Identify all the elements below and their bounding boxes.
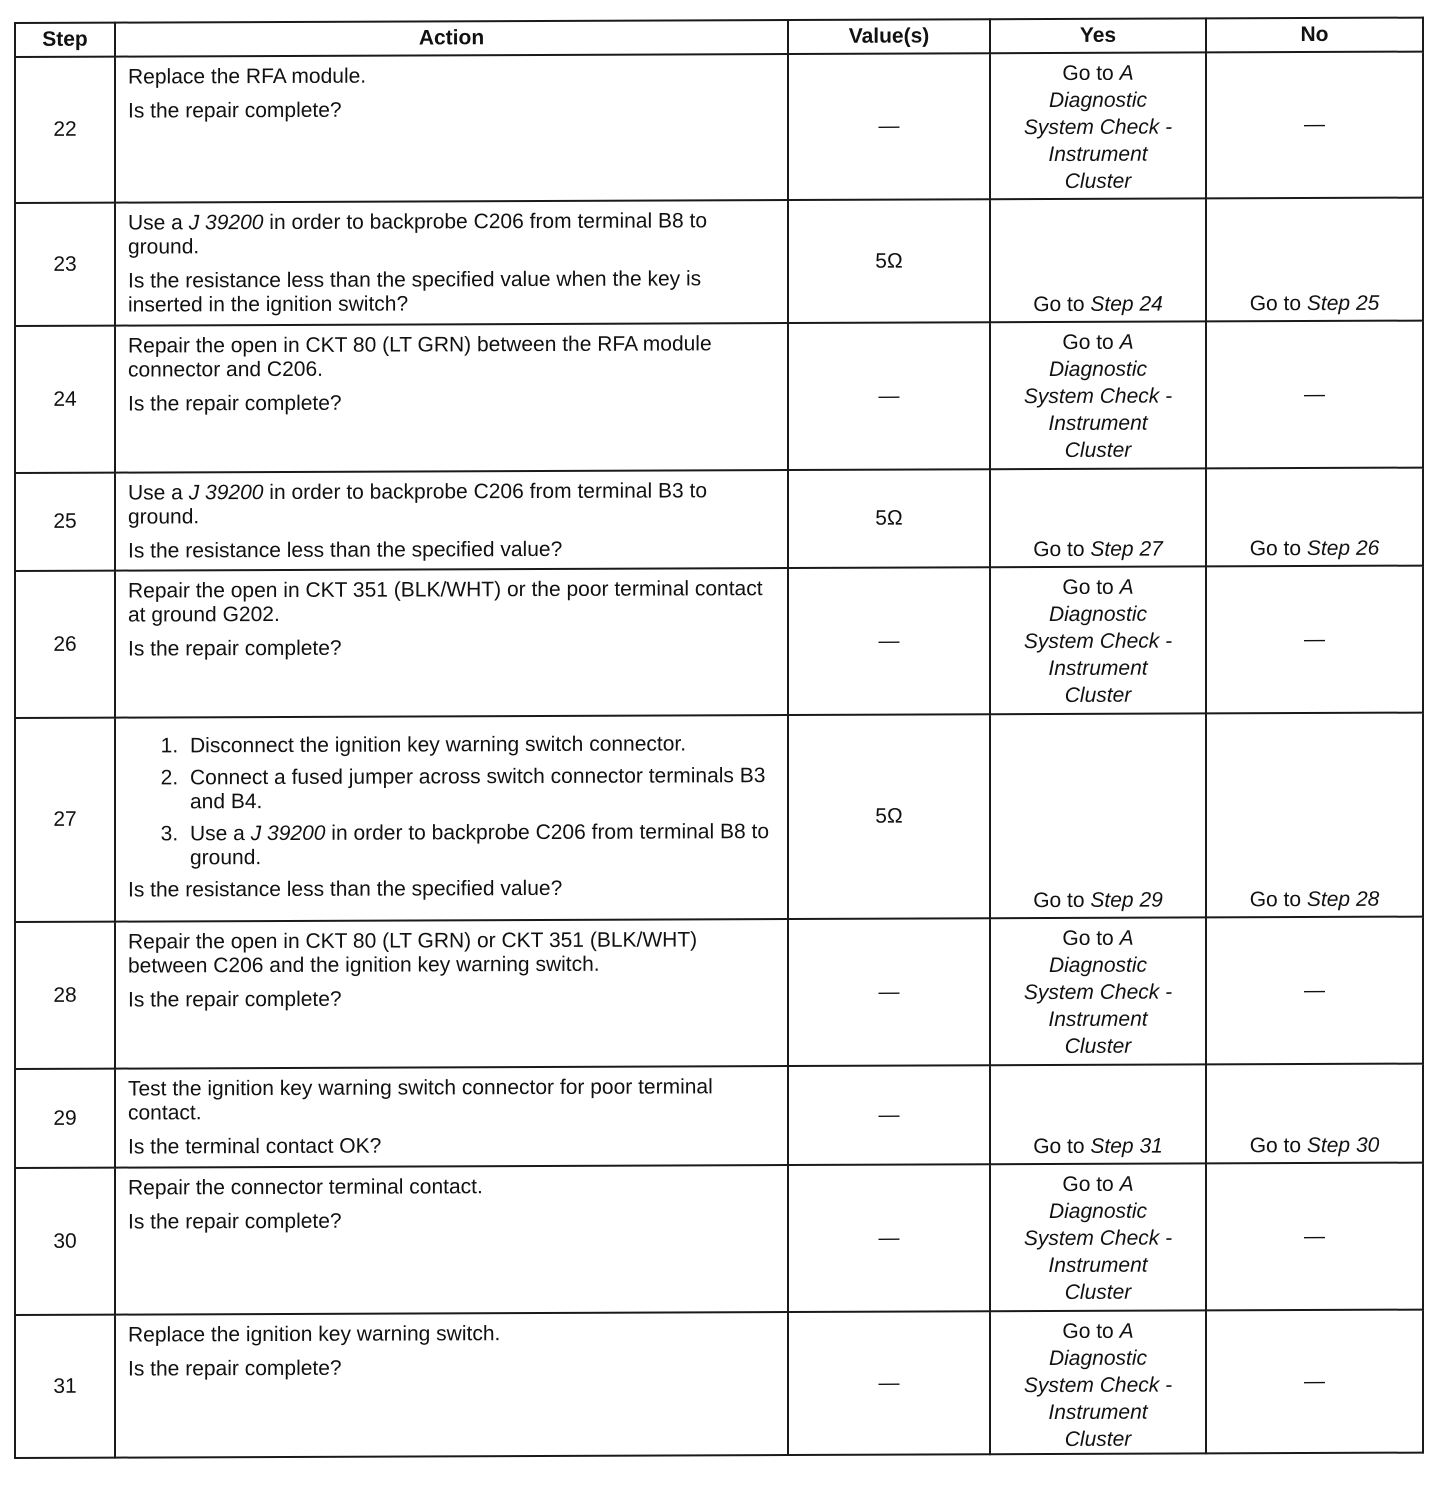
value-cell: — bbox=[788, 1065, 990, 1165]
tool-name: J 39200 bbox=[188, 211, 264, 235]
step-number: 22 bbox=[15, 57, 115, 203]
value-cell: — bbox=[788, 567, 990, 715]
action-question: Is the repair complete? bbox=[128, 98, 342, 123]
diag-link-line[interactable]: Cluster bbox=[1064, 683, 1132, 707]
step-link[interactable]: Step 30 bbox=[1306, 1133, 1380, 1158]
diag-link-line[interactable]: Cluster bbox=[1064, 1280, 1132, 1304]
diag-link-a[interactable]: A bbox=[1119, 926, 1134, 950]
header-no: No bbox=[1206, 18, 1423, 53]
step-number: 25 bbox=[15, 473, 115, 571]
go-to-text: Go to bbox=[1033, 292, 1085, 317]
value-cell: — bbox=[788, 322, 990, 470]
yes-cell bbox=[990, 1310, 1206, 1454]
no-cell: — bbox=[1206, 1163, 1423, 1311]
diag-link-a[interactable]: A bbox=[1119, 1319, 1134, 1343]
diag-link-line[interactable]: Diagnostic bbox=[1048, 953, 1148, 978]
diag-link-line[interactable]: Diagnostic bbox=[1048, 357, 1148, 382]
value-cell: — bbox=[788, 918, 990, 1066]
header-values: Value(s) bbox=[788, 19, 990, 54]
table-row bbox=[15, 1064, 1423, 1168]
go-to-text: Go to bbox=[1062, 61, 1114, 85]
table-row bbox=[15, 468, 1423, 571]
go-to-text: Go to bbox=[1062, 1319, 1114, 1343]
diag-link-line[interactable]: Cluster bbox=[1064, 1427, 1132, 1451]
yes-cell bbox=[990, 52, 1206, 199]
list-item: 2. Connect a fused jumper across switch connector terminals B3 and B4. bbox=[184, 764, 777, 814]
action-cell bbox=[115, 568, 788, 718]
value-cell: — bbox=[788, 1311, 990, 1455]
step-link[interactable]: Step 29 bbox=[1090, 888, 1163, 912]
action-text: in order to backprobe C206 from terminal B3 to ground. bbox=[128, 479, 707, 529]
diag-link-line[interactable]: Diagnostic bbox=[1048, 1346, 1148, 1371]
no-cell: — bbox=[1206, 566, 1423, 714]
no-cell: — bbox=[1206, 52, 1423, 199]
diag-link-line[interactable]: Cluster bbox=[1064, 169, 1132, 193]
step-number: 26 bbox=[15, 571, 115, 718]
go-to-text: Go to bbox=[1062, 330, 1114, 354]
diag-link-line[interactable]: Cluster bbox=[1064, 1034, 1132, 1058]
action-cell bbox=[115, 470, 788, 571]
step-number: 29 bbox=[15, 1069, 115, 1168]
table-row bbox=[15, 198, 1423, 326]
value-cell: 5Ω bbox=[788, 199, 990, 323]
no-cell: — bbox=[1206, 917, 1423, 1065]
diag-link-line[interactable]: Instrument bbox=[1048, 411, 1148, 436]
go-to-text: Go to bbox=[1033, 537, 1085, 562]
header-action: Action bbox=[115, 20, 788, 57]
diag-link-a[interactable]: A bbox=[1119, 330, 1134, 354]
diag-link-line[interactable]: Diagnostic bbox=[1048, 1199, 1148, 1224]
action-question: Is the repair complete? bbox=[128, 1209, 342, 1234]
go-to-text: Go to bbox=[1062, 926, 1114, 950]
table-row bbox=[15, 566, 1423, 718]
diag-link-line[interactable]: Diagnostic bbox=[1048, 88, 1148, 113]
action-text: Use a bbox=[128, 481, 183, 505]
diag-link-line[interactable]: System Check - bbox=[1023, 980, 1173, 1005]
header-step: Step bbox=[15, 23, 115, 57]
yes-cell bbox=[990, 321, 1206, 469]
tool-name: J 39200 bbox=[188, 481, 264, 505]
go-to-text: Go to bbox=[1062, 1172, 1114, 1196]
diag-link-line[interactable]: System Check - bbox=[1023, 115, 1173, 140]
action-text: in order to backprobe C206 from terminal B8 to ground. bbox=[128, 209, 707, 259]
go-to-text: Go to bbox=[1033, 1134, 1085, 1159]
action-cell bbox=[115, 200, 788, 326]
diag-link-line[interactable]: System Check - bbox=[1023, 384, 1173, 409]
step-link[interactable]: Step 24 bbox=[1090, 292, 1163, 316]
table-row bbox=[15, 1310, 1423, 1458]
step-link[interactable]: Step 31 bbox=[1090, 1134, 1163, 1158]
go-to-text: Go to bbox=[1249, 537, 1302, 561]
action-steps-list bbox=[128, 732, 777, 870]
diag-link-line[interactable]: Diagnostic bbox=[1048, 602, 1148, 627]
diag-link-a[interactable]: A bbox=[1119, 61, 1134, 85]
yes-cell bbox=[990, 1163, 1206, 1311]
value-cell: — bbox=[788, 53, 990, 200]
no-cell: — bbox=[1206, 321, 1423, 469]
action-text: Use a bbox=[128, 211, 183, 235]
action-instruction bbox=[128, 479, 777, 529]
no-cell bbox=[1206, 713, 1423, 918]
yes-cell bbox=[990, 713, 1206, 918]
action-instruction: Replace the ignition key warning switch. bbox=[128, 1322, 501, 1347]
action-cell bbox=[115, 323, 788, 473]
list-item bbox=[184, 820, 777, 870]
yes-cell bbox=[990, 566, 1206, 714]
value-cell: 5Ω bbox=[788, 714, 990, 919]
step-number: 31 bbox=[15, 1315, 115, 1458]
value-cell: — bbox=[788, 1164, 990, 1312]
action-cell bbox=[115, 1165, 788, 1315]
no-cell bbox=[1206, 468, 1423, 567]
tool-name: J 39200 bbox=[250, 821, 326, 846]
step-number: 30 bbox=[15, 1168, 115, 1315]
header-yes: Yes bbox=[990, 18, 1206, 53]
action-question: Is the repair complete? bbox=[128, 1356, 342, 1381]
step-link[interactable]: Step 28 bbox=[1306, 887, 1380, 912]
action-instruction: Repair the open in CKT 80 (LT GRN) between the RFA module connector and C206. bbox=[128, 332, 712, 382]
diag-link-line[interactable]: Instrument bbox=[1048, 1400, 1148, 1425]
yes-cell bbox=[990, 1064, 1206, 1164]
step-number: 23 bbox=[15, 203, 115, 326]
step-link[interactable]: Step 26 bbox=[1306, 536, 1380, 561]
step-link[interactable]: Step 25 bbox=[1306, 291, 1380, 316]
step-link[interactable]: Step 27 bbox=[1090, 537, 1163, 561]
yes-cell bbox=[990, 198, 1206, 322]
table-row bbox=[15, 52, 1423, 203]
no-cell bbox=[1206, 198, 1423, 322]
go-to-text: Go to bbox=[1249, 292, 1302, 316]
action-instruction: Repair the connector terminal contact. bbox=[128, 1175, 483, 1200]
action-text: in order to backprobe C206 from terminal B8 to ground. bbox=[190, 820, 769, 870]
header-row bbox=[15, 18, 1423, 57]
step-number: 28 bbox=[15, 922, 115, 1069]
action-question: Is the resistance less than the specified value? bbox=[128, 537, 563, 563]
diag-link-a[interactable]: A bbox=[1119, 575, 1134, 599]
no-cell: — bbox=[1206, 1310, 1423, 1454]
diag-link-line[interactable]: Cluster bbox=[1064, 438, 1132, 462]
diag-link-a[interactable]: A bbox=[1119, 1172, 1134, 1196]
yes-cell bbox=[990, 468, 1206, 567]
table-row bbox=[15, 321, 1423, 473]
table-row bbox=[15, 1163, 1423, 1315]
action-instruction: Replace the RFA module. bbox=[128, 64, 367, 89]
diag-link-line[interactable]: Instrument bbox=[1048, 656, 1148, 681]
yes-cell bbox=[990, 917, 1206, 1065]
step-number: 24 bbox=[15, 326, 115, 473]
action-question: Is the repair complete? bbox=[128, 636, 342, 661]
action-question: Is the terminal contact OK? bbox=[128, 1134, 382, 1159]
diag-link-line[interactable]: System Check - bbox=[1023, 1226, 1173, 1251]
diag-link-line[interactable]: Instrument bbox=[1048, 1007, 1148, 1032]
action-instruction: Test the ignition key warning switch connector for poor terminal contact. bbox=[128, 1075, 713, 1125]
table-row bbox=[15, 713, 1423, 922]
action-question: Is the resistance less than the specified value? bbox=[128, 876, 563, 902]
action-cell bbox=[115, 1066, 788, 1168]
action-question: Is the repair complete? bbox=[128, 987, 342, 1012]
no-cell bbox=[1206, 1064, 1423, 1164]
diagnostic-table bbox=[14, 17, 1424, 1459]
action-cell bbox=[115, 54, 788, 203]
list-item: 1. Disconnect the ignition key warning switch connector. bbox=[184, 732, 777, 758]
action-instruction bbox=[128, 209, 777, 259]
diag-link-line[interactable]: Instrument bbox=[1048, 142, 1148, 167]
diag-link-line[interactable]: Instrument bbox=[1048, 1253, 1148, 1278]
action-question: Is the repair complete? bbox=[128, 391, 342, 416]
diag-link-line[interactable]: System Check - bbox=[1023, 629, 1173, 654]
go-to-text: Go to bbox=[1033, 888, 1085, 913]
value-cell: 5Ω bbox=[788, 469, 990, 568]
action-instruction: Repair the open in CKT 351 (BLK/WHT) or the poor terminal contact at ground G202. bbox=[128, 577, 763, 627]
diag-link-line[interactable]: System Check - bbox=[1023, 1373, 1173, 1398]
step-number: 27 bbox=[15, 718, 115, 922]
action-instruction: Repair the open in CKT 80 (LT GRN) or CKT 351 (BLK/WHT) between C206 and the ignition key warning switch. bbox=[128, 928, 698, 978]
table-row bbox=[15, 917, 1423, 1069]
action-cell bbox=[115, 715, 788, 922]
go-to-text: Go to bbox=[1249, 1134, 1302, 1158]
go-to-text: Go to bbox=[1249, 888, 1302, 912]
action-cell bbox=[115, 919, 788, 1069]
go-to-text: Go to bbox=[1062, 575, 1114, 599]
action-question: Is the resistance less than the specified value when the key is inserted in the ignition switch? bbox=[128, 267, 702, 317]
action-text: Use a bbox=[190, 822, 245, 846]
action-cell bbox=[115, 1312, 788, 1458]
